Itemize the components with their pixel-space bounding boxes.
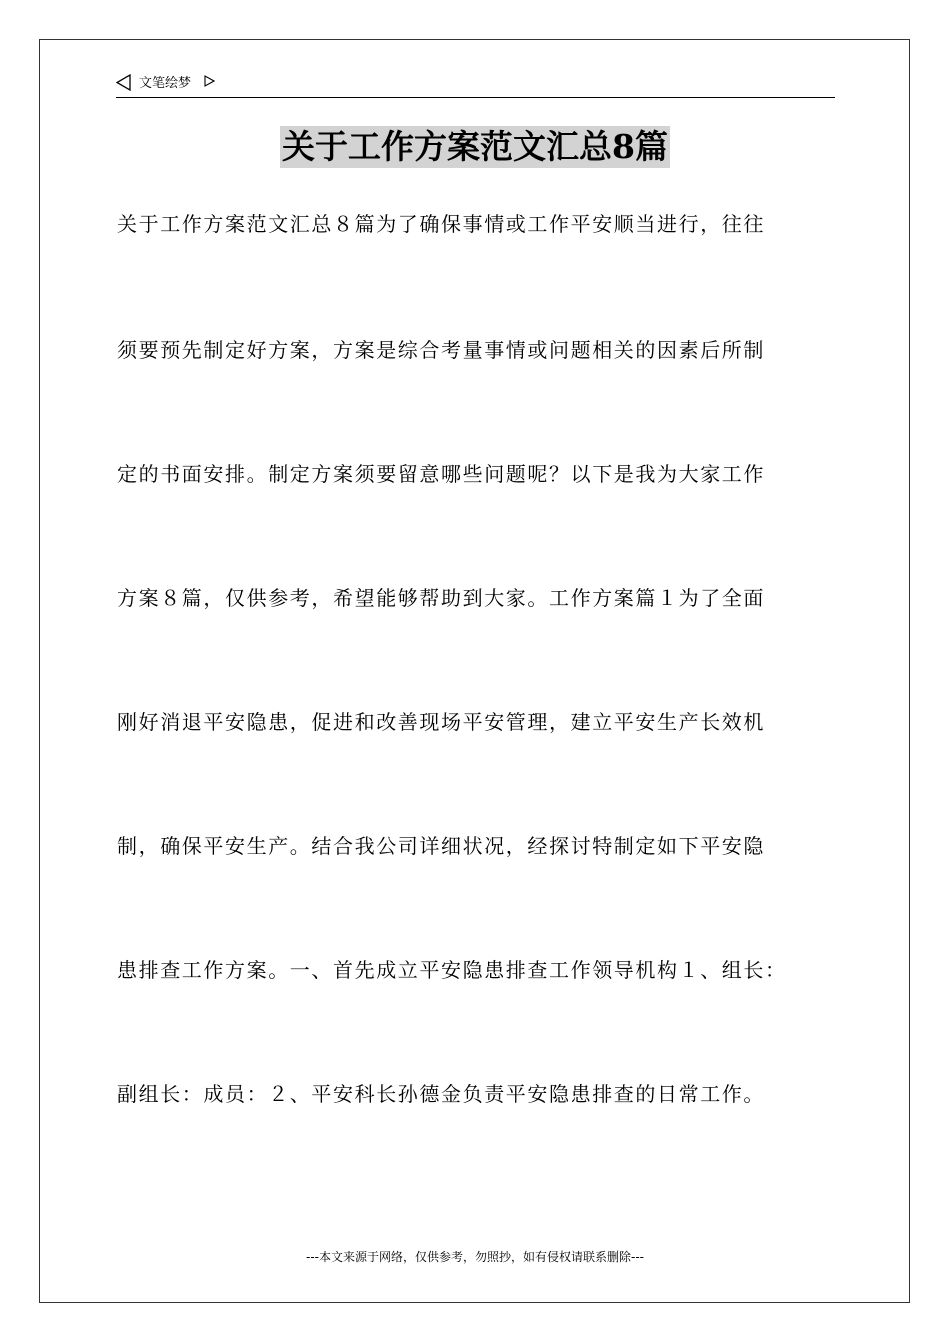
- right-triangle-icon: [204, 75, 215, 87]
- body-line-2: 须要预先制定好方案，方案是综合考量事情或问题相关的因素后所制: [117, 338, 765, 362]
- footer-disclaimer: ---本文来源于网络，仅供参考，勿照抄，如有侵权请联系删除---: [306, 1250, 644, 1264]
- page-header: [116, 74, 835, 98]
- body-line-7: 患排查工作方案。一、首先成立平安隐患排查工作领导机构１、组长：: [117, 958, 787, 982]
- title-container: [0, 126, 950, 168]
- body-line-5: 刚好消退平安隐患，促进和改善现场平安管理，建立平安生产长效机: [117, 710, 765, 734]
- body-line-1: 关于工作方案范文汇总８篇为了确保事情或工作平安顺当进行，往往: [117, 212, 765, 236]
- body-line-8: 副组长：成员：２、平安科长孙德金负责平安隐患排查的日常工作。: [117, 1082, 765, 1106]
- left-triangle-icon: [116, 74, 132, 92]
- body-line-4: 方案８篇，仅供参考，希望能够帮助到大家。工作方案篇１为了全面: [117, 586, 765, 610]
- body-line-6: 制，确保平安生产。结合我公司详细状况，经探讨特制定如下平安隐: [117, 834, 765, 858]
- document-title: 关于工作方案范文汇总8篇: [282, 127, 668, 166]
- header-label: 文笔绘梦: [139, 76, 192, 91]
- body-line-3: 定的书面安排。制定方案须要留意哪些问题呢？以下是我为大家工作: [117, 462, 765, 486]
